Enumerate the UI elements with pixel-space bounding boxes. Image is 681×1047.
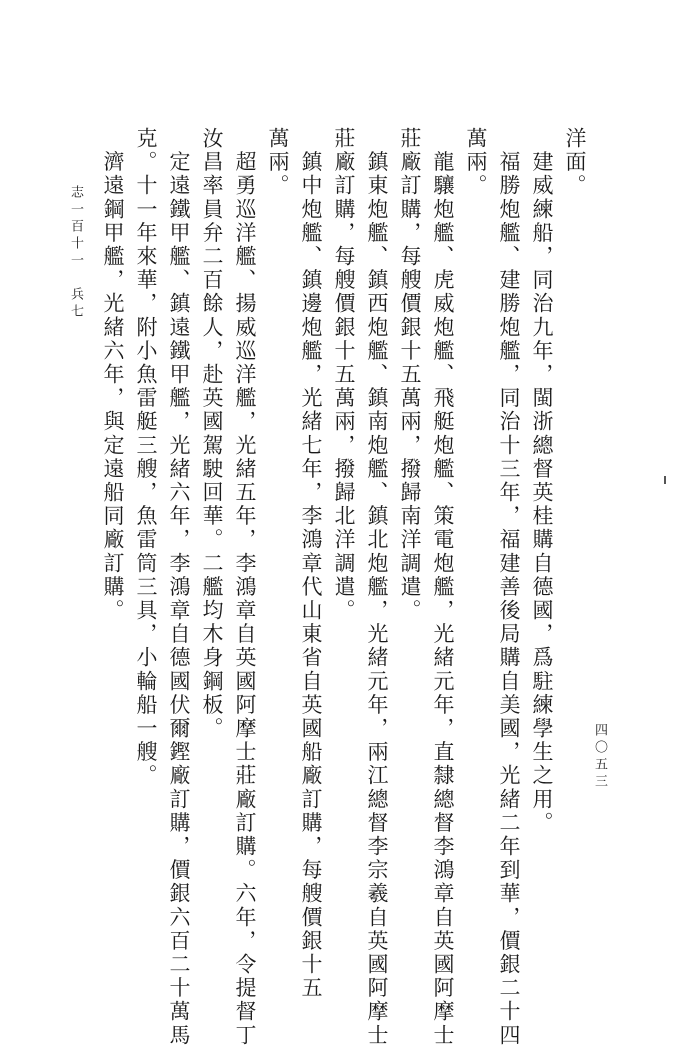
text-column-2: 建威練船，同治九年，閩浙總督英桂購自德國，爲駐練學生之用。	[530, 127, 554, 835]
margin-mark	[664, 476, 666, 484]
running-head: 志一百十一 兵七	[68, 185, 83, 321]
text-column-10: 萬兩。	[266, 127, 290, 198]
text-column-1: 洋面。	[563, 127, 587, 198]
text-column-6: 莊廠訂購，每艘價銀十五萬兩，撥歸南洋調遣。	[398, 127, 422, 623]
text-column-12: 汝昌率員弁二百餘人，赴英國駕駛回華。二艦均木身鋼板。	[200, 127, 224, 741]
page-number: 四〇五三	[592, 723, 607, 791]
text-column-14: 克。十一年來華，附小魚雷艇三艘，魚雷筒三具，小輪船一艘。	[134, 127, 158, 788]
text-column-11: 超勇巡洋艦、揚威巡洋艦，光緒五年，李鴻章自英國阿摩士莊廠訂購。六年，令提督丁	[233, 127, 257, 1047]
text-column-13: 定遠鐵甲艦、鎮遠鐵甲艦，光緒六年，李鴻章自德國伏爾鏗廠訂購，價銀六百二十萬馬	[167, 127, 191, 1047]
text-column-8: 莊廠訂購，每艘價銀十五萬兩，撥歸北洋調遣。	[332, 127, 356, 623]
text-column-9: 鎮中炮艦、鎮邊炮艦，光緒七年，李鴻章代山東省自英國船廠訂購，每艘價銀十五	[299, 127, 323, 1001]
text-column-5: 龍驤炮艦、虎威炮艦、飛艇炮艦、策電炮艦，光緒元年，直隸總督李鴻章自英國阿摩士	[431, 127, 455, 1047]
text-column-3: 福勝炮艦、建勝炮艦，同治十三年，福建善後局購自美國，光緒二年到華，價銀二十四	[497, 127, 521, 1047]
text-column-7: 鎮東炮艦、鎮西炮艦、鎮南炮艦、鎮北炮艦，光緒元年，兩江總督李宗羲自英國阿摩士	[365, 127, 389, 1047]
text-column-15: 濟遠鋼甲艦，光緒六年，與定遠船同廠訂購。	[101, 127, 125, 623]
text-column-4: 萬兩。	[464, 127, 488, 198]
